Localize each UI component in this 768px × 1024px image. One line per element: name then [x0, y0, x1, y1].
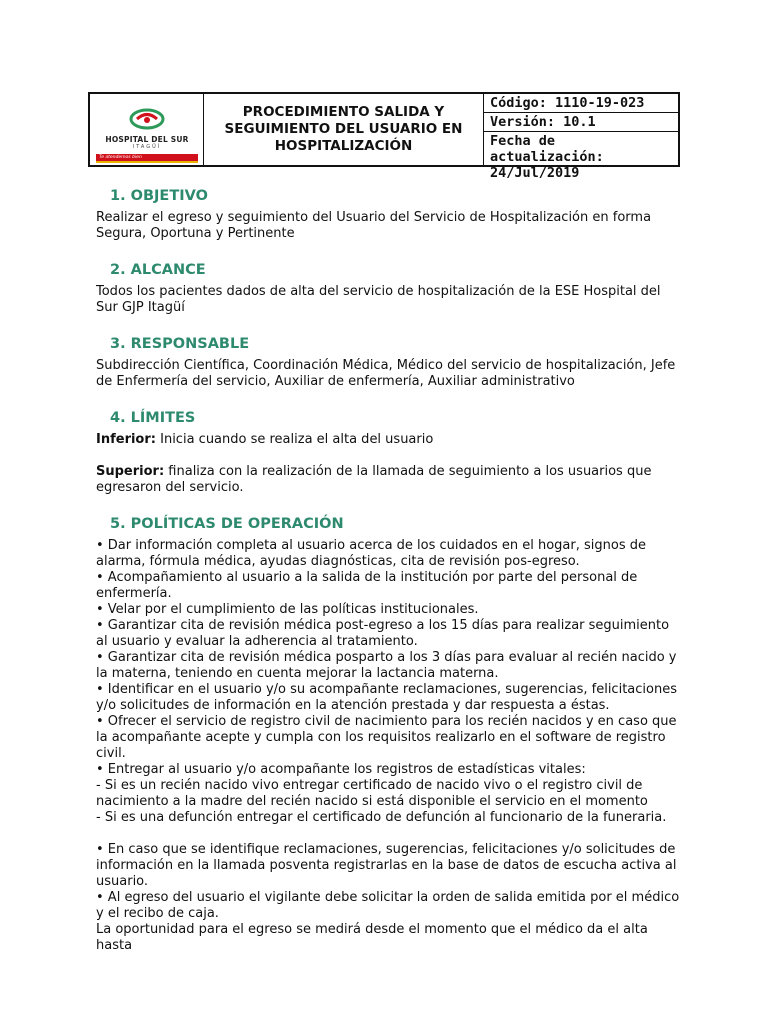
list-item: • En caso que se identifique reclamaciones, sugerencias, felicitaciones y/o solicitudes de información en la llamada posventa registrarlas en la base de datos de escucha activa al usuario. — [96, 842, 677, 889]
hospital-logo — [96, 108, 198, 163]
section-title: 1. OBJETIVO — [110, 188, 208, 204]
section-title: 3. RESPONSABLE — [110, 336, 250, 352]
section-text: Todos los pacientes dados de alta del servicio de hospitalización de la ESE Hospital del Sur GJP Itagüí — [96, 284, 661, 315]
limite-inferior — [96, 432, 680, 448]
section-text: Subdirección Científica, Coordinación Médica, Médico del servicio de hospitalización, Jefe de Enfermería del servicio, Auxiliar de enfermería, Auxiliar administrativo — [96, 358, 676, 389]
list-item: • Garantizar cita de revisión médica post-egreso a los 15 días para realizar seguimiento al usuario y evaluar la adherencia al tratamiento. — [96, 618, 670, 649]
section-title: 4. LÍMITES — [110, 410, 196, 426]
list-item: • Entregar al usuario y/o acompañante los registros de estadísticas vitales: — [96, 762, 586, 777]
document-header — [88, 92, 680, 181]
section-responsable — [96, 334, 680, 390]
section-alcance — [96, 260, 680, 316]
section-text: Realizar el egreso y seguimiento del Usuario del Servicio de Hospitalización en forma Segura, Oportuna y Pertinente — [96, 210, 652, 241]
hospital-logo-icon — [96, 108, 198, 130]
list-item: • Velar por el cumplimiento de las políticas institucionales. — [96, 602, 479, 617]
list-item: La oportunidad para el egreso se medirá desde el momento que el médico da el alta hasta — [96, 922, 648, 953]
inferior-text: Inicia cuando se realiza el alta del usuario — [160, 432, 434, 447]
fecha-value: 24/Jul/2019 — [490, 165, 580, 181]
document-body — [96, 186, 680, 972]
inferior-label: Inferior: — [96, 432, 156, 447]
list-item: • Ofrecer el servicio de registro civil de nacimiento para los recién nacidos y en caso que la acompañante acepte y cumpla con los requisitos realizarlo en el software de registro civil. — [96, 714, 677, 761]
superior-label: Superior: — [96, 464, 165, 479]
section-politicas — [96, 514, 680, 954]
version: Versión: 10.1 — [484, 113, 678, 132]
list-item: • Acompañamiento al usuario a la salida de la institución por parte del personal de enfermería. — [96, 570, 638, 601]
list-item: • Dar información completa al usuario acerca de los cuidados en el hogar, signos de alarma, fórmula médica, ayudas diagnósticas, cita de revisión pos-egreso. — [96, 538, 646, 569]
section-title: 5. POLÍTICAS DE OPERACIÓN — [110, 516, 344, 532]
logo-cell — [90, 94, 204, 165]
fecha-actualizacion — [484, 132, 678, 182]
document-info — [484, 94, 678, 181]
section-title: 2. ALCANCE — [110, 262, 206, 278]
document-title: PROCEDIMIENTO SALIDA Y SEGUIMIENTO DEL USUARIO EN HOSPITALIZACIÓN — [204, 94, 484, 165]
list-item: • Al egreso del usuario el vigilante debe solicitar la orden de salida emitida por el médico y el recibo de caja. — [96, 890, 680, 921]
section-objetivo — [96, 186, 680, 242]
fecha-label: Fecha de actualización: — [490, 133, 604, 165]
logo-name: HOSPITAL DEL SUR — [105, 135, 189, 144]
list-item: - Si es una defunción entregar el certificado de defunción al funcionario de la funeraria. — [96, 810, 667, 825]
limite-superior — [96, 464, 680, 496]
superior-text: finaliza con la realización de la llamada de seguimiento a los usuarios que egresaron del servicio. — [96, 464, 652, 495]
codigo: Código: 1110-19-023 — [484, 94, 678, 113]
list-item: • Garantizar cita de revisión médica posparto a los 3 días para evaluar al recién nacido y la materna, teniendo en cuenta mejorar la lactancia materna. — [96, 650, 677, 681]
list-item: • Identificar en el usuario y/o su acompañante reclamaciones, sugerencias, felicitaciones y/o solicitudes de información en la atención prestada y dar respuesta a éstas. — [96, 682, 677, 713]
logo-city: ITAGÜÍ — [132, 144, 162, 150]
logo-slogan: Te atendemos bien — [96, 154, 198, 163]
list-item: - Si es un recién nacido vivo entregar certificado de nacido vivo o el registro civil de nacimiento a la madre del recién nacido si está disponible el servicio en el momento — [96, 778, 648, 809]
section-limites — [96, 408, 680, 496]
